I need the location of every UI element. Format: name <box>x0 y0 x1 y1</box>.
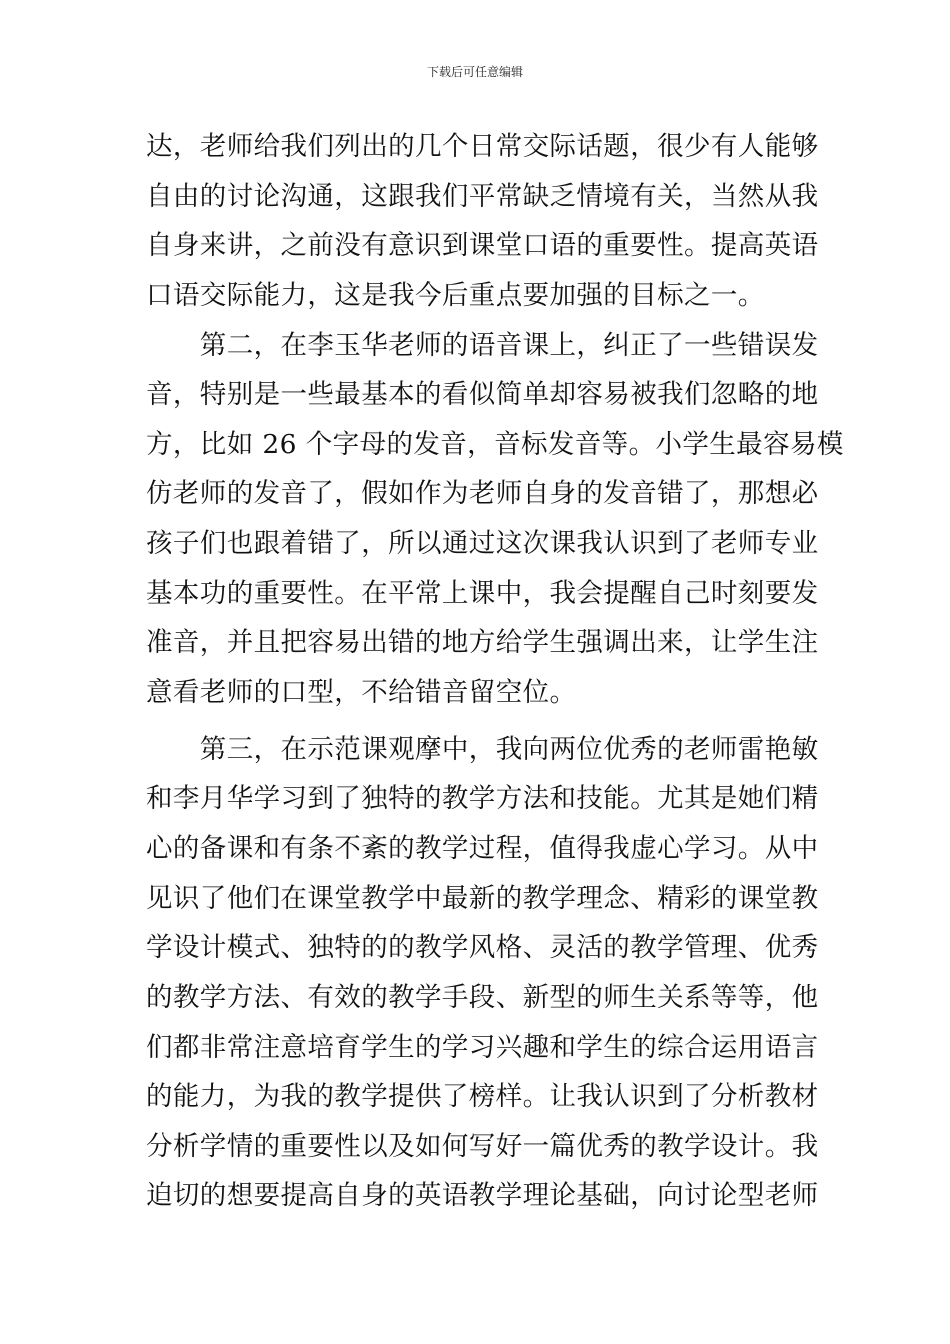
text-line: 孩子们也跟着错了，所以通过这次课我认识到了老师专业 <box>146 528 819 560</box>
text-line: 们都非常注意培育学生的学习兴趣和学生的综合运用语言 <box>146 1031 819 1063</box>
text-line: 达，老师给我们列出的几个日常交际话题，很少有人能够 <box>146 131 819 162</box>
text-line: 的教学方法、有效的教学手段、新型的师生关系等等，他 <box>146 981 819 1013</box>
paragraph-spacer <box>146 718 810 725</box>
text-line: 自身来讲，之前没有意识到课堂口语的重要性。提高英语 <box>146 230 819 262</box>
text-line: 分析学情的重要性以及如何写好一篇优秀的教学设计。我 <box>146 1130 819 1162</box>
text-line: 基本功的重要性。在平常上课中，我会提醒自己时刻要发 <box>146 577 819 609</box>
text-line: 第三，在示范课观摩中，我向两位优秀的老师雷艳敏 <box>146 733 819 765</box>
text-line: 见识了他们在课堂教学中最新的教学理念、精彩的课堂教 <box>146 882 819 914</box>
text-line: 迫切的想要提高自身的英语教学理论基础，向讨论型老师 <box>146 1180 819 1212</box>
text-line: 准音，并且把容易出错的地方给学生强调出来，让学生注 <box>146 627 819 659</box>
text-line: 第二，在李玉华老师的语音课上，纠正了一些错误发 <box>146 329 819 361</box>
paragraph <box>146 122 819 321</box>
text-line: 和李月华学习到了独特的教学方法和技能。尤其是她们精 <box>146 783 819 815</box>
page-header: 下载后可任意编辑 <box>426 65 523 79</box>
text-line: 音，特别是一些最基本的看似简单却容易被我们忽略的地 <box>146 379 819 411</box>
text-line: 意看老师的口型，不给错音留空位。 <box>146 677 577 709</box>
text-line: 的能力，为我的教学提供了榜样。让我认识到了分析教材 <box>146 1081 819 1113</box>
text-line: 口语交际能力，这是我今后重点要加强的目标之一。 <box>146 279 765 311</box>
paragraph <box>146 725 819 1221</box>
text-line: 方，比如 26 个字母的发音，音标发音等。小学生最容易模 <box>146 428 844 460</box>
text-line: 自由的讨论沟通，这跟我们平常缺乏情境有关，当然从我 <box>146 180 819 212</box>
paragraph <box>146 321 844 718</box>
text-line: 仿老师的发音了，假如作为老师自身的发音错了，那想必 <box>146 478 819 510</box>
document-body <box>146 122 844 1221</box>
text-line: 心的备课和有条不紊的教学过程，值得我虚心学习。从中 <box>146 832 819 864</box>
text-line: 学设计模式、独特的的教学风格、灵活的教学管理、优秀 <box>146 932 819 964</box>
